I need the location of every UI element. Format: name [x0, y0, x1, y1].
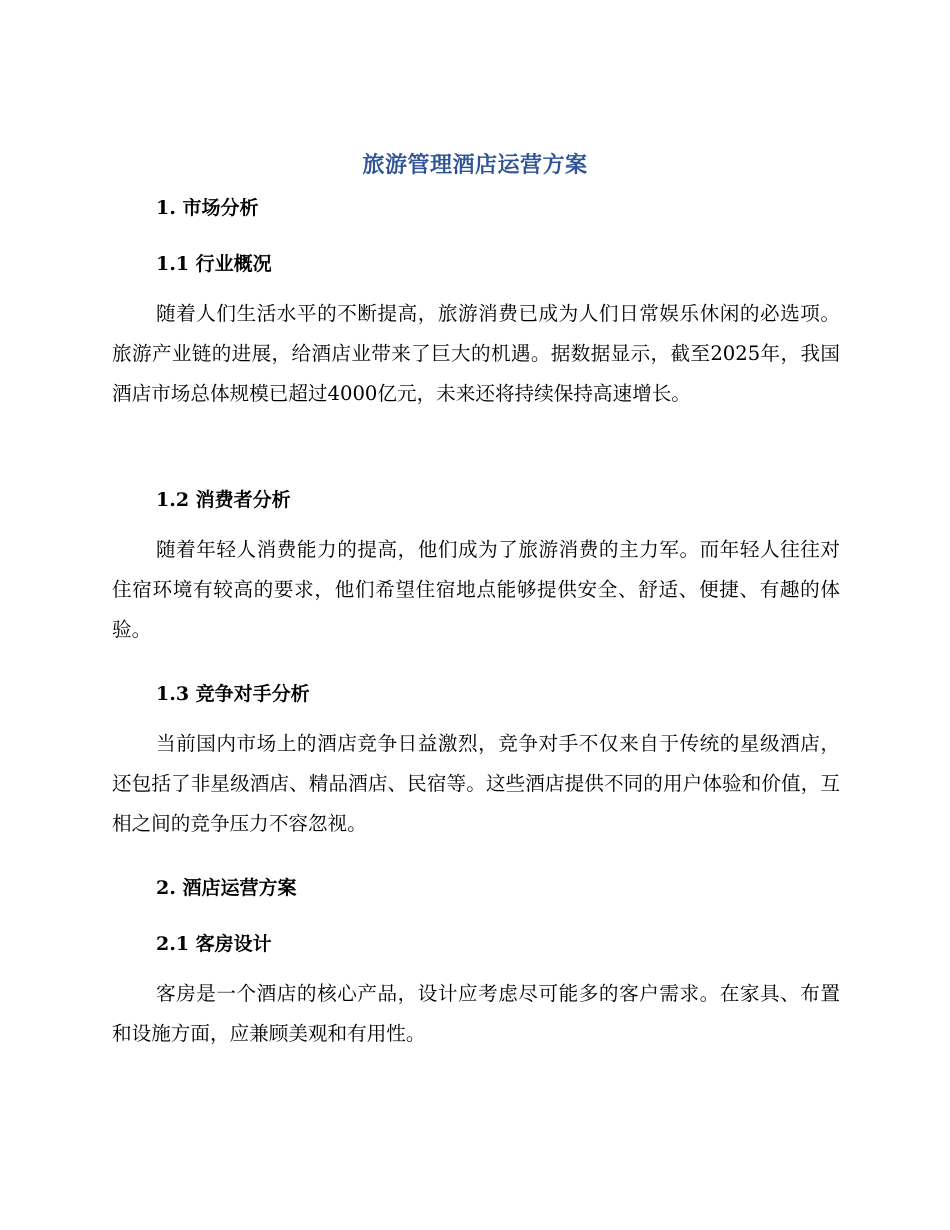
paragraph-consumer-analysis: 随着年轻人消费能力的提高，他们成为了旅游消费的主力军。而年轻人往往对住宿环境有较高的要求，他们希望住宿地点能够提供安全、舒适、便捷、有趣的体验。 — [112, 538, 840, 641]
paragraph-industry-overview: 随着人们生活水平的不断提高，旅游消费已成为人们日常娱乐休闲的必选项。旅游产业链的进展，给酒店业带来了巨大的机遇。据数据显示，截至2025年，我国酒店市场总体规模已超过4000亿元，未来还将持续保持高速增长。 — [112, 302, 840, 405]
section-heading-market-analysis: 1. 市场分析 — [156, 197, 259, 219]
paragraph-room-design: 客房是一个酒店的核心产品，设计应考虑尽可能多的客户需求。在家具、布置和设施方面，应兼顾美观和有用性。 — [112, 982, 840, 1045]
section-heading-hotel-operation-plan: 2. 酒店运营方案 — [156, 877, 297, 899]
section-heading-industry-overview: 1.1 行业概况 — [156, 253, 272, 275]
paragraph-competitor-analysis: 当前国内市场上的酒店竞争日益激烈，竞争对手不仅来自于传统的星级酒店，还包括了非星级酒店、精品酒店、民宿等。这些酒店提供不同的用户体验和价值，互相之间的竞争压力不容忽视。 — [112, 732, 840, 835]
document-title: 旅游管理酒店运营方案 — [362, 153, 588, 178]
section-heading-room-design: 2.1 客房设计 — [156, 933, 272, 955]
section-heading-competitor-analysis: 1.3 竞争对手分析 — [156, 683, 310, 705]
section-heading-consumer-analysis: 1.2 消费者分析 — [156, 489, 291, 511]
